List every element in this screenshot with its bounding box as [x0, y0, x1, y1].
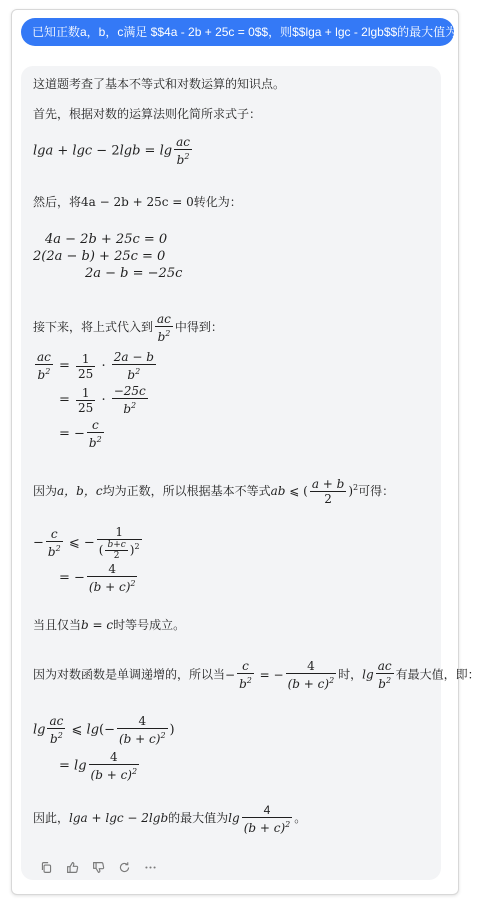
formula-substitute-2: = $\frac{1}{25}$ · $\frac{-25c}{b^2}$ [59, 384, 146, 416]
formula-substitute-1: $\frac{ac}{b^2}$ = $\frac{1}{25}$ · $\frac{2a - b}{b^2}$ [37, 350, 154, 382]
formula-inequality-1: − $\frac{c}{b^2}$ ⩽ − 1 ( $\frac{b+c}{2}$ )$^2$ [33, 525, 140, 561]
user-question-bubble [21, 18, 458, 46]
formula-line-2: 2(2a − b) + 25c = 0 [33, 249, 166, 264]
answer-conclusion: 因此，lga + lgc − 2lgb的最大值为lg $\frac{4}{(b + c)^2}$ 。 [33, 803, 307, 835]
answer-step-5: 当且仅当b = c时等号成立。 [33, 618, 186, 632]
answer-step-2: 然后，将4a − 2b + 25c = 0转化为： [33, 195, 242, 209]
answer-intro: 这道题考查了基本不等式和对数运算的知识点。 [33, 77, 286, 91]
formula-max-1: lg $\frac{ac}{b^2}$ ⩽ lg(− $\frac{4}{(b + c)^2}$ ) [33, 714, 175, 746]
answer-step-6: 因为对数函数是单调递增的，所以当− $\frac{c}{b^2}$ = − $\frac{4}{(b + c)^2}$ 时，lg $\frac{ac}{b^2}$ 有最大值，即： [33, 659, 480, 692]
message-actions [39, 860, 157, 874]
formula-simplify: lga + lgc − 2lgb = lg $\frac{ac}{b^2}$ [33, 135, 190, 167]
thumbs-down-icon[interactable] [91, 860, 105, 874]
answer-step-1: 首先，根据对数的运算法则化简所求式子： [33, 107, 262, 121]
answer-step-3: 接下来，将上式代入到 $\frac{ac}{b^2}$ 中得到： [33, 312, 223, 344]
copy-icon[interactable] [39, 860, 53, 874]
user-question-text: 已知正数a，b，c满足 $$4a - 2b + 25c = 0$$，则$$lga + lgc - 2lgb$$的最大值为 [32, 25, 458, 39]
formula-max-2: = lg $\frac{4}{(b + c)^2}$ [59, 750, 138, 782]
assistant-answer-card [21, 66, 480, 880]
formula-line-3: 2a − b = −25c [85, 266, 183, 281]
formula-line-1: 4a − 2b + 25c = 0 [45, 232, 168, 247]
thumbs-up-icon[interactable] [65, 860, 79, 874]
formula-substitute-3: = − $\frac{c}{b^2}$ [59, 418, 102, 450]
chat-window [11, 9, 480, 895]
more-icon[interactable] [143, 860, 157, 874]
formula-inequality-2: = − $\frac{4}{(b + c)^2}$ [59, 562, 136, 594]
regenerate-icon[interactable] [117, 860, 131, 874]
answer-step-4: 因为a，b，c均为正数，所以根据基本不等式ab ⩽ ( $\frac{a + b}{2}$ )$^2$可得： [33, 477, 395, 506]
